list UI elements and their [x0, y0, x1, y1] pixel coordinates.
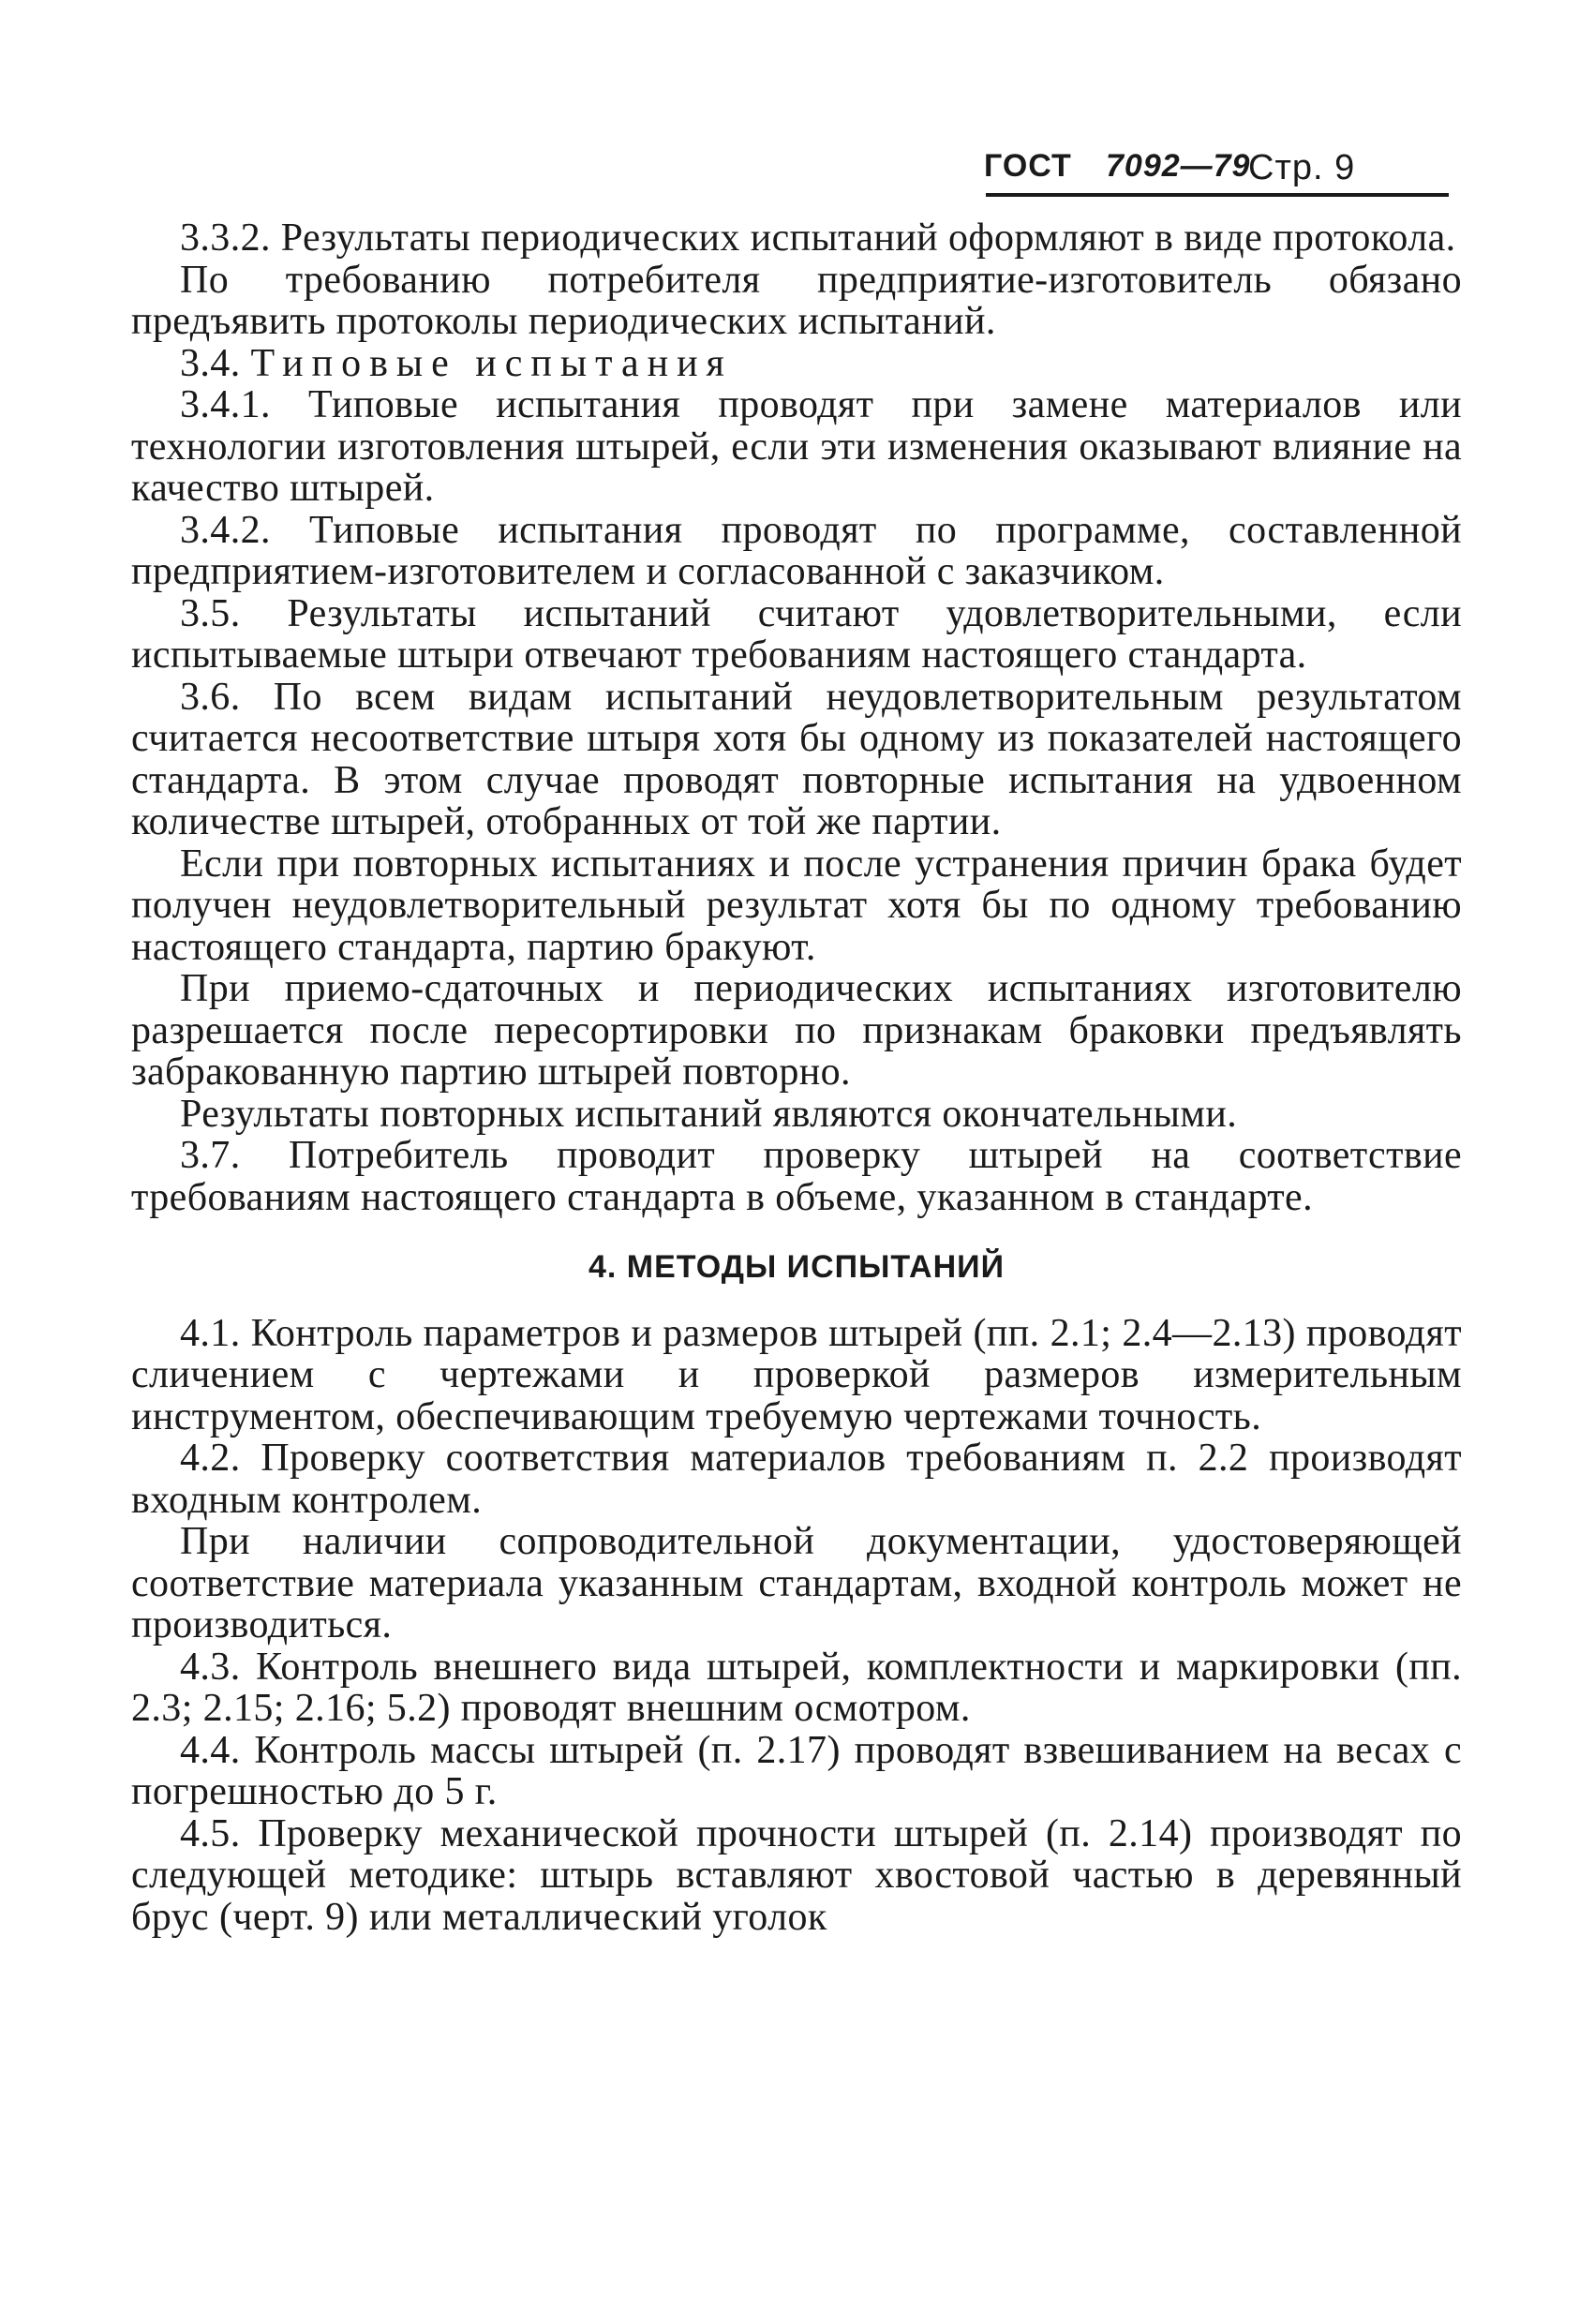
subsection-3-4-heading: [131, 343, 1462, 385]
header-standard-label: ГОСТ: [984, 148, 1072, 184]
document-body: [131, 217, 1462, 1938]
paragraph-resorting: При приемо-сдаточных и периодических испытаниях изготовителю разрешается после пересортировки по признакам браковки предъявлять забракованную партию штырей повторно.: [131, 967, 1462, 1094]
section-4-title: 4. МЕТОДЫ ИСПЫТАНИЙ: [588, 1249, 1005, 1285]
paragraph-3-7: 3.7. Потребитель проводит проверку штырей на соответствие требованиям настоящего стандарта в объеме, указанном в стандарте.: [131, 1134, 1462, 1219]
paragraph-4-1: 4.1. Контроль параметров и размеров штырей (пп. 2.1; 2.4—2.13) проводят сличением с чертежами и проверкой размеров измерительным инструментом, обеспечивающим требуемую чертежами точность.: [131, 1311, 1462, 1438]
paragraph-consumer-request: По требованию потребителя предприятие-изготовитель обязано предъявить протоколы периодических испытаний.: [131, 258, 1462, 343]
paragraph-final-results: Результаты повторных испытаний являются окончательными.: [180, 1092, 1238, 1136]
paragraph-accompanying-docs: При наличии сопроводительной документации, удостоверяющей соответствие материала указанным стандартам, входной контроль может не производиться.: [131, 1520, 1462, 1646]
paragraph-3-4-1: 3.4.1. Типовые испытания проводят при замене материалов или технологии изготовления штырей, если эти изменения оказывают влияние на качество штырей.: [131, 383, 1462, 510]
paragraph-4-3: 4.3. Контроль внешнего вида штырей, комплектности и маркировки (пп. 2.3; 2.15; 2.16; 5.2) проводят внешним осмотром.: [131, 1645, 1462, 1730]
paragraph-3-4-2: 3.4.2. Типовые испытания проводят по программе, составленной предприятием-изготовителем и согласованной с заказчиком.: [131, 508, 1462, 593]
page-header: [984, 141, 1452, 197]
header-standard-number: 7092—79: [1106, 148, 1251, 184]
paragraph-4-4: 4.4. Контроль массы штырей (п. 2.17) проводят взвешиванием на весах с погрешностью до 5 г.: [131, 1728, 1462, 1813]
subsection-3-4-number: 3.4.: [180, 341, 241, 385]
paragraph-3-3-2: 3.3.2. Результаты периодических испытаний оформляют в виде протокола.: [180, 216, 1456, 260]
header-rule: [986, 193, 1449, 197]
subsection-3-4-title: Типовые испытания: [250, 341, 733, 385]
paragraph-4-2: 4.2. Проверку соответствия материалов требованиям п. 2.2 производят входным контролем.: [131, 1437, 1462, 1522]
paragraph-3-6: 3.6. По всем видам испытаний неудовлетворительным результатом считается несоответствие штыря хотя бы одному из показателей настоящего стандарта. В этом случае проводят повторные испытания на удвоенном количестве штырей, отобранных от той же партии.: [131, 675, 1462, 843]
paragraph-3-5: 3.5. Результаты испытаний считают удовлетворительными, если испытываемые штыри отвечают требованиям настоящего стандарта.: [131, 591, 1462, 677]
paragraph-repeat-tests: Если при повторных испытаниях и после устранения причин брака будет получен неудовлетворительный результат хотя бы по одному требованию настоящего стандарта, партию бракуют.: [131, 842, 1462, 969]
paragraph-4-5: 4.5. Проверку механической прочности штырей (п. 2.14) производят по следующей методике: штырь вставляют хвостовой частью в деревянный брус (черт. 9) или металлический уголок: [131, 1811, 1462, 1939]
header-page-number: Стр. 9: [1248, 148, 1356, 187]
